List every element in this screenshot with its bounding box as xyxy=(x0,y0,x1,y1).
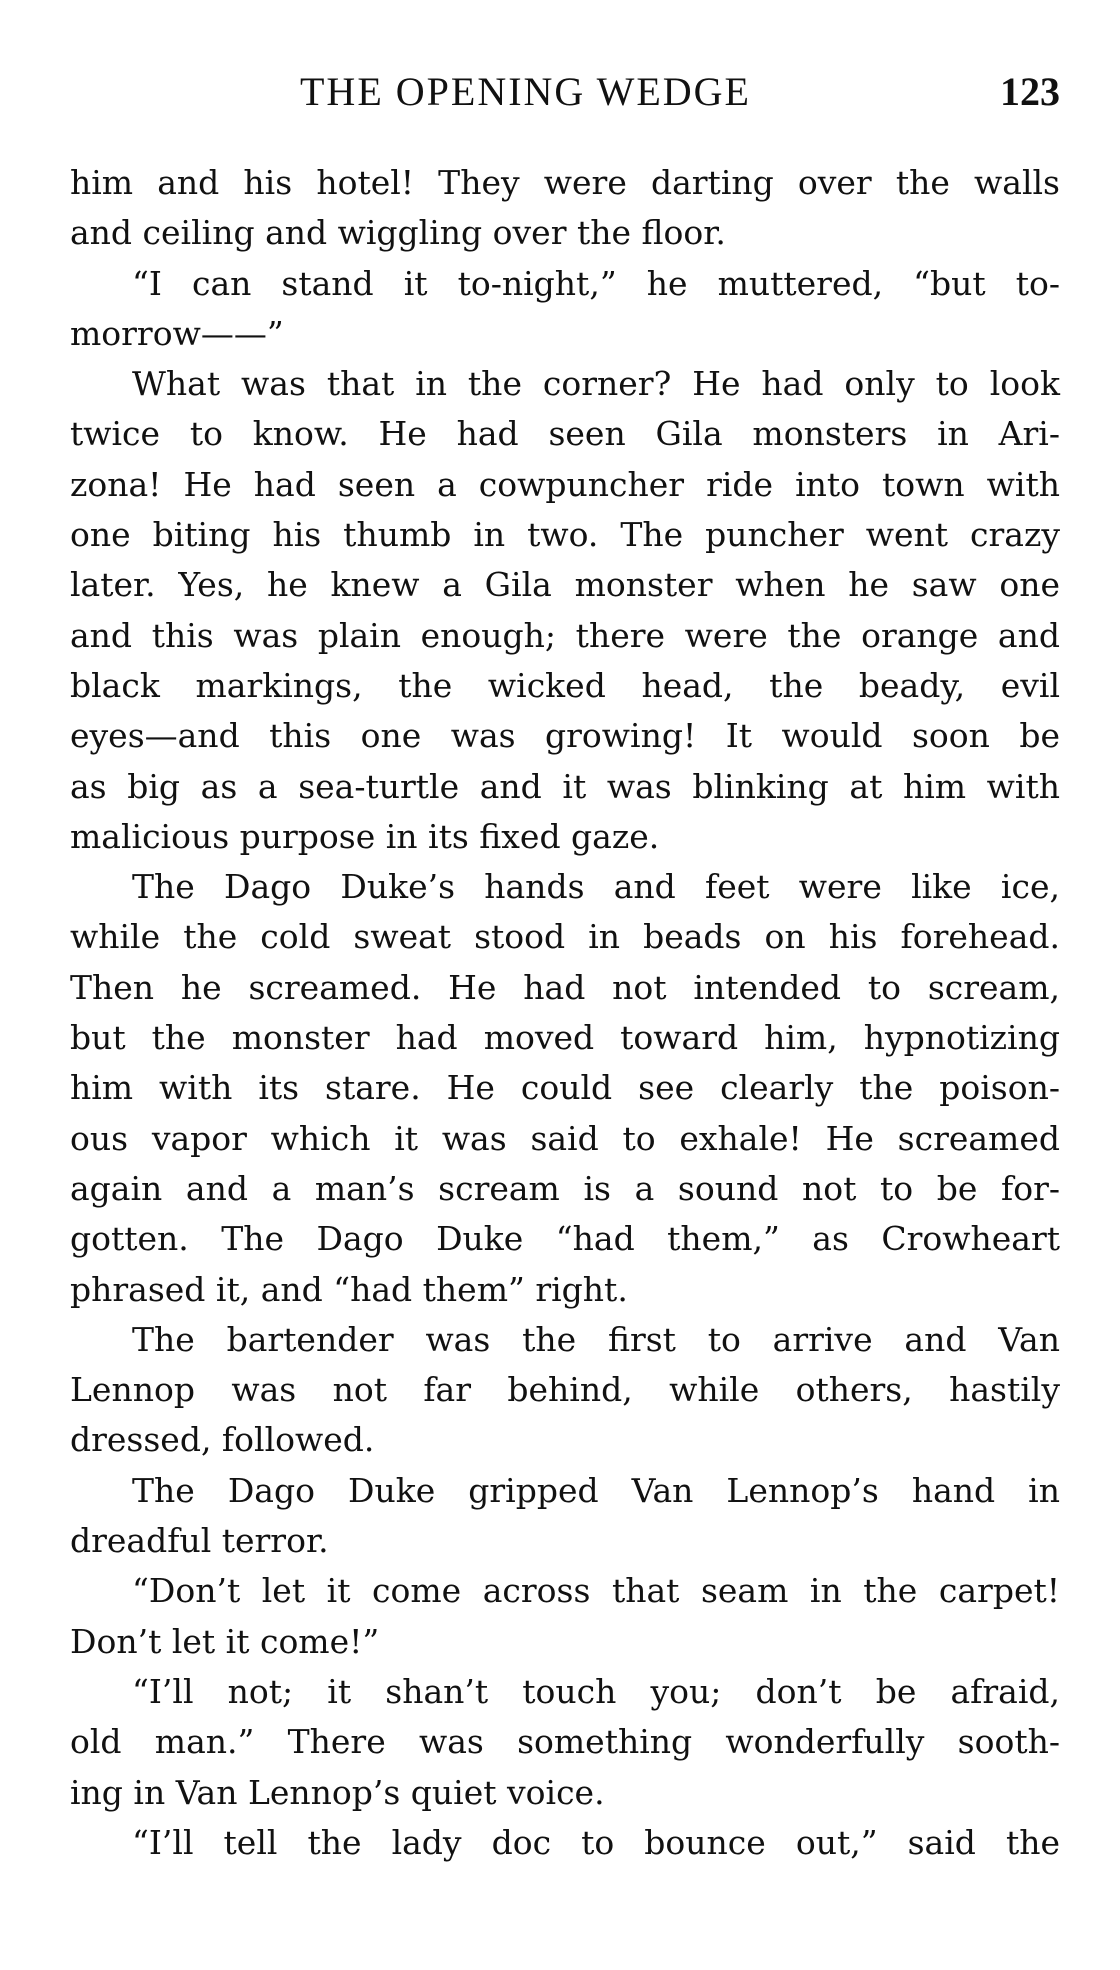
text-line: phrased it, and “had them” right. xyxy=(70,1269,628,1309)
text-line: Then he screamed. He had not intended to scream, xyxy=(70,967,1060,1007)
running-head xyxy=(70,68,1060,116)
text-line: zona! He had seen a cowpuncher ride into town with xyxy=(70,464,1060,504)
text-line: malicious purpose in its fixed gaze. xyxy=(70,816,660,856)
text-line: Don’t let it come!” xyxy=(70,1621,380,1661)
text-line: old man.” There was something wonderfully sooth- xyxy=(70,1722,1060,1762)
text-line: him and his hotel! They were darting over the walls xyxy=(70,163,1060,202)
text-line: twice to know. He had seen Gila monsters in Ari- xyxy=(70,414,1060,454)
text-line: “I can stand it to-night,” he muttered, “but to- xyxy=(132,263,1060,303)
text-line: ing in Van Lennop’s quiet voice. xyxy=(70,1772,605,1812)
text-line: Lennop was not far behind, while others, hastily xyxy=(70,1370,1060,1410)
text-line: and ceiling and wiggling over the floor. xyxy=(70,213,726,253)
text-line: black markings, the wicked head, the beady, evil xyxy=(70,665,1060,705)
text-line: The bartender was the first to arrive and Van xyxy=(132,1319,1060,1359)
text-line: gotten. The Dago Duke “had them,” as Crowheart xyxy=(70,1219,1060,1259)
text-line: “I’ll tell the lady doc to bounce out,” said the xyxy=(132,1822,1060,1862)
page-number: 123 xyxy=(1000,69,1060,114)
text-line: “Don’t let it come across that seam in the carpet! xyxy=(132,1571,1060,1611)
text-line: and this was plain enough; there were the orange and xyxy=(70,615,1060,655)
text-line: The Dago Duke’s hands and feet were like ice, xyxy=(132,867,1060,907)
text-line: The Dago Duke gripped Van Lennop’s hand in xyxy=(132,1470,1060,1510)
text-line: ous vapor which it was said to exhale! He screamed xyxy=(70,1118,1060,1158)
text-line: What was that in the corner? He had only to look xyxy=(132,364,1060,404)
text-line: him with its stare. He could see clearly the poison- xyxy=(70,1068,1060,1108)
text-line: while the cold sweat stood in beads on his forehead. xyxy=(70,917,1060,957)
text-line: as big as a sea-turtle and it was blinking at him with xyxy=(70,766,1060,806)
text-line: dreadful terror. xyxy=(70,1521,329,1561)
text-line: eyes—and this one was growing! It would soon be xyxy=(70,716,1060,756)
text-line: again and a man’s scream is a sound not to be for- xyxy=(70,1168,1060,1208)
text-line: “I’ll not; it shan’t touch you; don’t be afraid, xyxy=(132,1671,1060,1711)
text-line: one biting his thumb in two. The puncher went crazy xyxy=(70,515,1060,555)
body-text xyxy=(70,158,1060,1868)
text-line: morrow——” xyxy=(70,313,284,353)
text-line: later. Yes, he knew a Gila monster when he saw one xyxy=(70,565,1060,605)
text-line: dressed, followed. xyxy=(70,1420,375,1460)
text-line: but the monster had moved toward him, hypnotizing xyxy=(70,1018,1060,1058)
running-title: THE OPENING WEDGE xyxy=(300,69,751,114)
